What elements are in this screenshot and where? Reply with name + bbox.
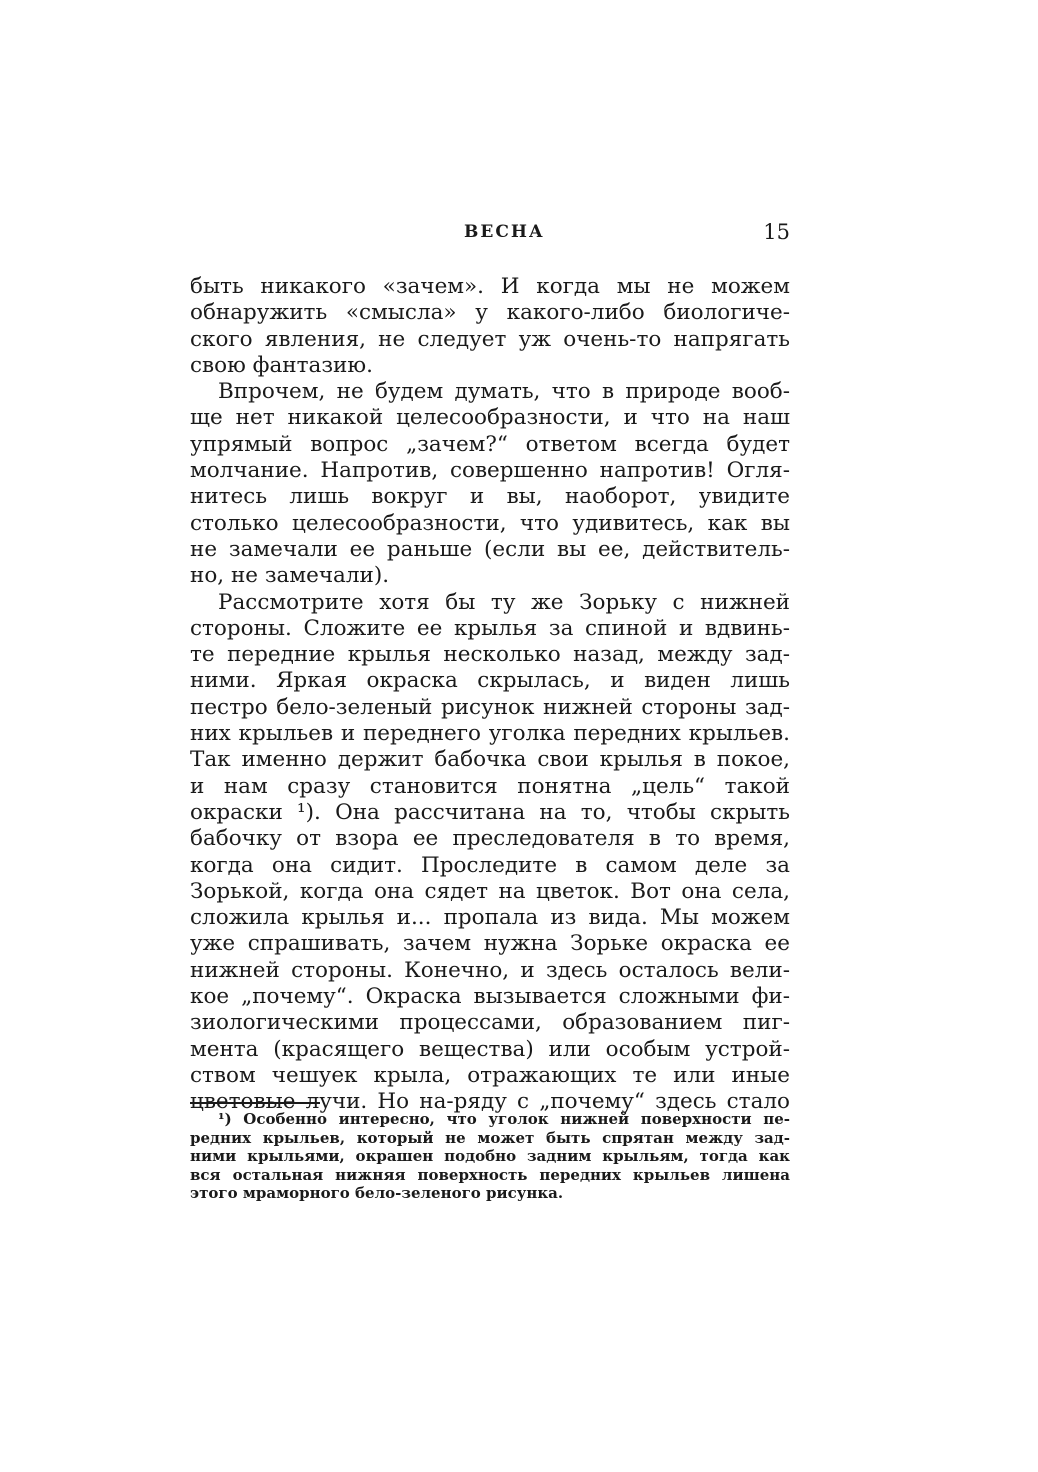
text-line: обнаружить «смысла» у какого-либо биологиче-: [190, 300, 790, 326]
text-line: кое „почему“. Окраска вызывается сложными фи-: [190, 984, 790, 1010]
text-line: бабочку от взора ее преследователя в то время,: [190, 826, 790, 852]
text-line: ского явления, не следует уж очень-то напрягать: [190, 326, 790, 352]
text-line: молчание. Напротив, совершенно напротив! Огля-: [190, 458, 790, 484]
text-line: но, не замечали).: [190, 563, 390, 589]
text-line: мента (красящего вещества) или особым устрой-: [190, 1036, 790, 1062]
text-line: окраски ¹). Она рассчитана на то, чтобы скрыть: [190, 799, 790, 825]
text-line: нитесь лишь вокруг и вы, наоборот, увидите: [190, 484, 790, 510]
footnote-line: ¹) Особенно интересно, что уголок нижней поверхности пе-: [218, 1110, 790, 1128]
text-line: свою фантазию.: [190, 352, 373, 378]
text-line: те передние крылья несколько назад, между зад-: [190, 642, 790, 668]
text-line: сложила крылья и... пропала из вида. Мы можем: [190, 905, 790, 931]
footnote-line: редних крыльев, который не может быть спрятан между зад-: [190, 1128, 790, 1147]
text-line: уже спрашивать, зачем нужна Зорьке окраска ее: [190, 931, 790, 957]
text-line: упрямый вопрос „зачем?“ ответом всегда будет: [190, 431, 790, 457]
main-text: [190, 274, 790, 1116]
text-line: стороны. Сложите ее крылья за спиной и вдвинь-: [190, 615, 790, 641]
page-number: 15: [763, 220, 790, 244]
text-line: ством чешуек крыла, отражающих те или иные: [190, 1062, 790, 1088]
text-line: Зорькой, когда она сядет на цветок. Вот она села,: [190, 878, 790, 904]
text-line: Впрочем, не будем думать, что в природе вооб-: [218, 379, 790, 405]
text-line: зиологическими процессами, образованием пиг-: [190, 1010, 790, 1036]
text-line: пестро бело-зеленый рисунок нижней стороны зад-: [190, 694, 790, 720]
text-line: когда она сидит. Проследите в самом деле за: [190, 852, 790, 878]
footnote-line: вся остальная нижняя поверхность передних крыльев лишена: [190, 1165, 790, 1184]
text-line: быть никакого «зачем». И когда мы не можем: [190, 274, 790, 299]
text-line: и нам сразу становится понятна „цель“ такой: [190, 773, 790, 799]
text-line: нижней стороны. Конечно, и здесь осталось вели-: [190, 957, 790, 983]
footnote-divider: [190, 1102, 320, 1104]
running-title: ВЕСНА: [464, 222, 545, 242]
text-line: не замечали ее раньше (если вы ее, действитель-: [190, 536, 790, 562]
footnote-line: ними крыльями, окрашен подобно задним крыльям, тогда как: [190, 1147, 790, 1165]
text-line: ще нет никакой целесообразности, и что на наш: [190, 405, 790, 431]
text-line: Так именно держит бабочка свои крылья в покое,: [190, 747, 790, 773]
footnote-line: этого мраморного бело-зеленого рисунка.: [190, 1184, 564, 1202]
text-line: цветовые лучи. Но на-ряду с „почему“ здесь стало: [190, 1089, 790, 1115]
text-line: них крыльев и переднего уголка передних крыльев.: [190, 721, 790, 747]
text-line: ними. Яркая окраска скрылась, и виден лишь: [190, 668, 790, 694]
text-line: столько целесообразности, что удивитесь, как вы: [190, 510, 790, 536]
page-header: [190, 222, 790, 252]
text-line: Рассмотрите хотя бы ту же Зорьку с нижней: [218, 589, 790, 615]
footnote: [190, 1110, 790, 1203]
